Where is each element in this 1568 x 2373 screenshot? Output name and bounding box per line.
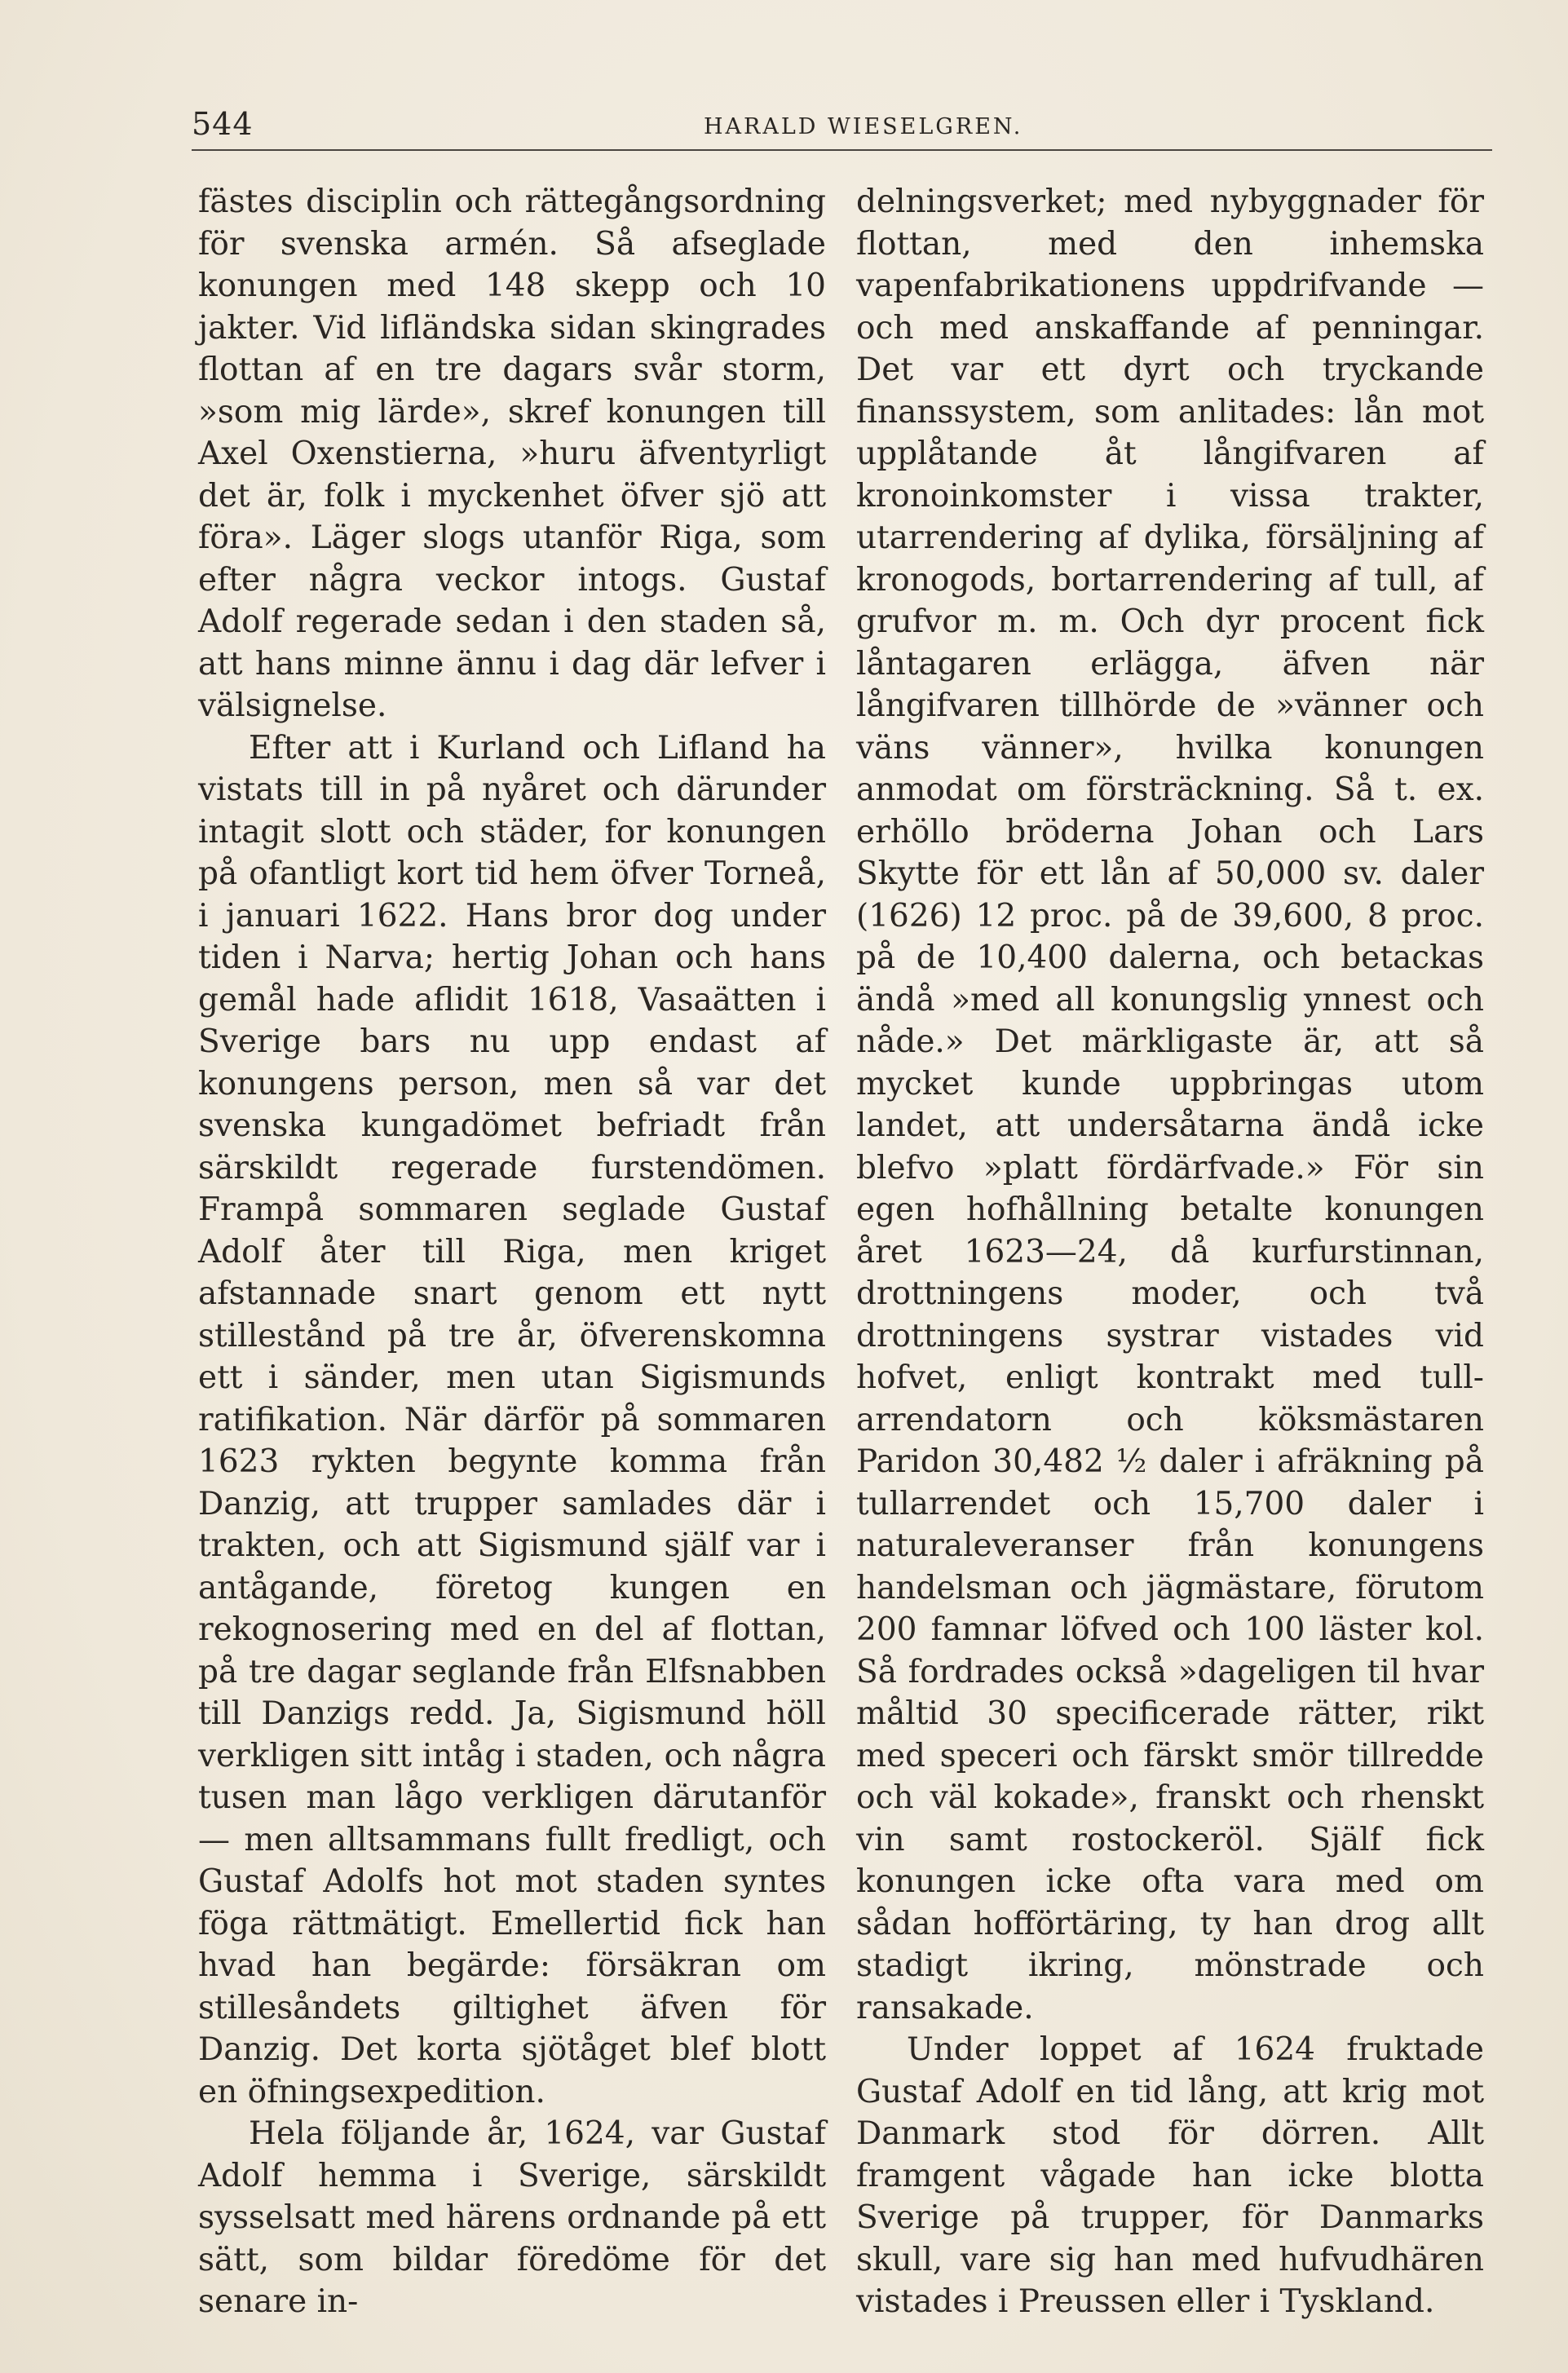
paragraph: delningsverket; med nybyggnader för flottan, med den inhemska vapenfabrikationens uppdrifvande — och med anskaffande af penningar. Det var ett dyrt och tryckande finanssystem, som anlitades: lån mot upplåtande åt långifvaren af kronoinkomster i vissa trakter, utarrendering af dylika, försäljning af kronogods, bortarrendering af tull, af grufvor m. m. Och dyr procent fick låntagaren erlägga, äfven när långifvaren tillhörde de »vänner och väns vänner», hvilka konungen anmodat om försträckning. Så t. ex. erhöllo bröderna Johan och Lars Skytte för ett lån af 50,000 sv. daler (1626) 12 proc. på de 39,600, 8 proc. på de 10,400 dalerna, och betackas ändå »med all konungslig ynnest och nåde.» Det märkligaste är, att så mycket kunde uppbringas utom landet, att undersåtarna ändå icke blefvo »platt fördärfvade.» För sin egen hofhållning betalte konungen året 1623—24, då kurfurstinnan, drottningens moder, och två drottningens systrar vistades vid hofvet, enligt kontrakt med tull-arrendatorn och köksmästaren Paridon 30,482 ½ daler i afräkning på tullarrendet och 15,700 daler i naturaleveranser från konungens handelsman och jägmästare, förutom 200 famnar löfved och 100 läster kol. Så fordrades också »dageligen til hvar måltid 30 specificerade rätter, rikt med speceri och färskt smör tillredde och väl kokade», franskt och rhenskt vin samt rostockeröl. Själf fick konungen icke ofta vara med om sådan hofförtäring, ty han drog allt stadigt ikring, mönstrade och ransakade. <box>856 183 1484 2026</box>
page-number: 544 <box>192 106 254 142</box>
paragraph: Hela följande år, 1624, var Gustaf Adolf hemma i Sverige, särskildt sysselsatt med härens ordnande på ett sätt, som bildar föredöme för det senare in- <box>198 2115 826 2320</box>
running-title: HARALD WIESELGREN. <box>704 114 1023 139</box>
right-column <box>856 181 1484 2323</box>
paragraph: fästes disciplin och rättegångsordning för svenska armén. Så afseglade konungen med 148 skepp och 10 jakter. Vid lifländska sidan skingrades flottan af en tre dagars svår storm, »som mig lärde», skref konungen till Axel Oxenstierna, »huru äfventyrligt det är, folk i myckenhet öfver sjö att föra». Läger slogs utanför Riga, som efter några veckor intogs. Gustaf Adolf regerade sedan i den staden så, att hans minne ännu i dag där lefver i välsignelse. <box>198 183 826 724</box>
paragraph: Efter att i Kurland och Lifland ha vistats till in på nyåret och därunder intagit slott och städer, for konungen på ofantligt kort tid hem öfver Torneå, i januari 1622. Hans bror dog under tiden i Narva; hertig Johan och hans gemål hade aflidit 1618, Vasaätten i Sverige bars nu upp endast af konungens person, men så var det svenska kungadömet befriadt från särskildt regerade furstendömen. Frampå sommaren seglade Gustaf Adolf åter till Riga, men kriget afstannade snart genom ett nytt stillestånd på tre år, öfverenskomna ett i sänder, men utan Sigismunds ratifikation. När därför på sommaren 1623 rykten begynte komma från Danzig, att trupper samlades där i trakten, och att Sigismund själf var i antågande, företog kungen en rekognosering med en del af flottan, på tre dagar seglande från Elfsnabben till Danzigs redd. Ja, Sigismund höll verkligen sitt intåg i staden, och några tusen man lågo verkligen därutanför — men alltsammans fullt fredligt, och Gustaf Adolfs hot mot staden syntes föga rättmätigt. Emellertid fick han hvad han begärde: försäkran om stillesåndets giltighet äfven för Danzig. Det korta sjötåget blef blott en öfningsexpedition. <box>198 729 826 2110</box>
left-column <box>198 181 826 2323</box>
page-header <box>192 98 1496 147</box>
paragraph: Under loppet af 1624 fruktade Gustaf Adolf en tid lång, att krig mot Danmark stod för dörren. Allt framgent vågade han icke blotta Sverige på trupper, för Danmarks skull, vare sig han med hufvudhären vistades i Preussen eller i Tyskland. <box>856 2031 1484 2320</box>
header-rule <box>192 149 1492 151</box>
